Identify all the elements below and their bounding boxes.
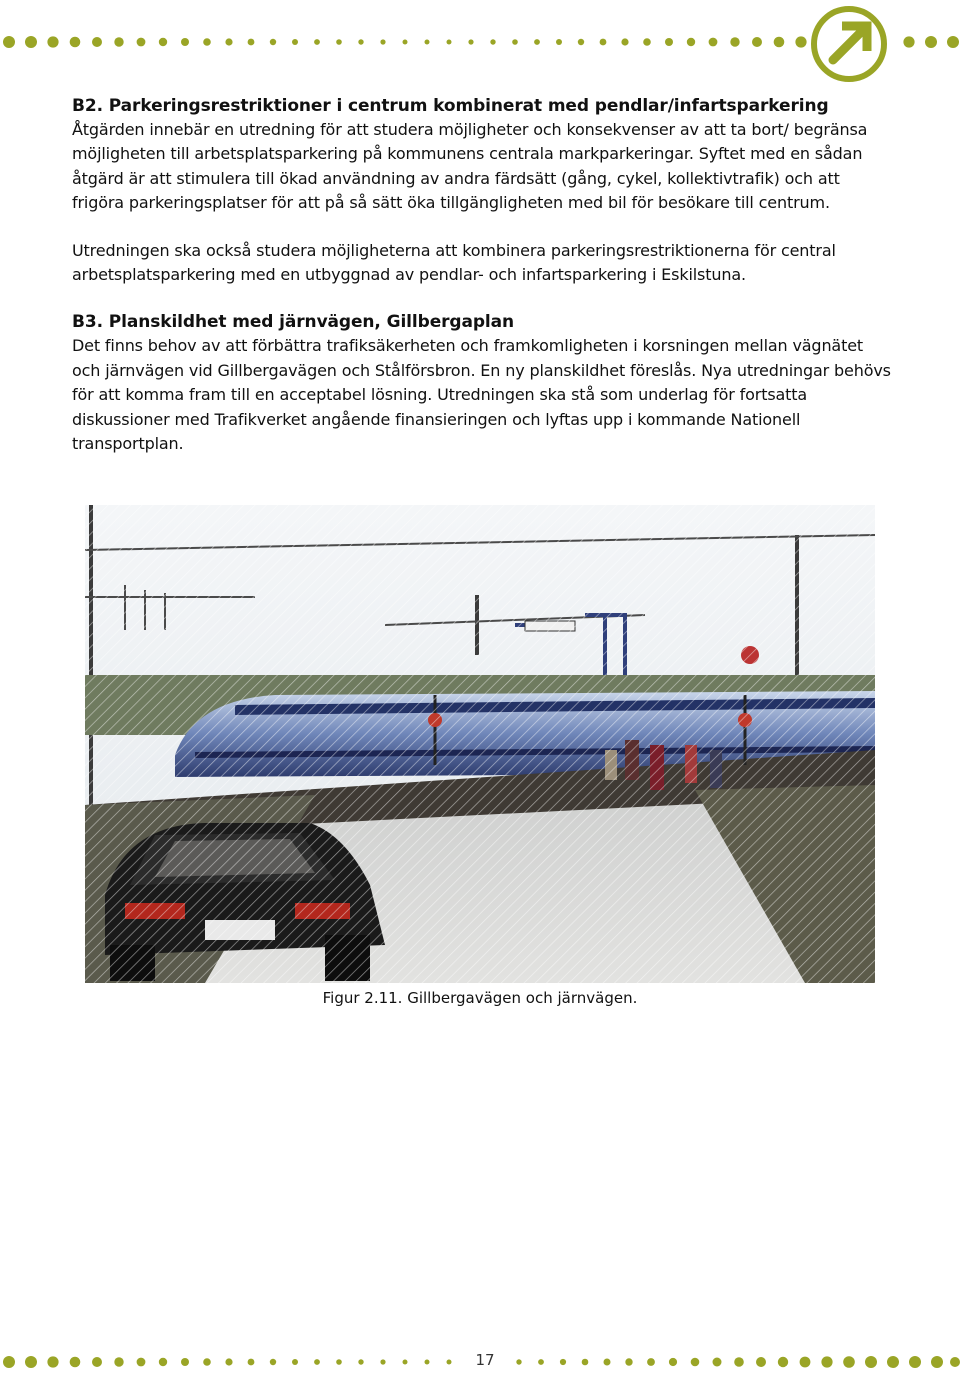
paragraph: Det finns behov av att förbättra trafiksäkerheten och framkomligheten i korsningen mellan vägnätet och järnvägen vid Gillbergavägen och Stålförsbron. En ny planskildhet föreslås. Nya utredningar behövs för att komma fram till en acceptabel lösning. Utredningen ska stå som underlag för fortsatta diskussioner med Trafikverket angående finansieringen och lyftas upp i kommande Nationell transportplan.	[72, 336, 891, 454]
page-number: 17	[475, 1351, 495, 1369]
main-text	[72, 94, 892, 456]
section-heading-b3: B3. Planskildhet med järnvägen, Gillbergaplan	[72, 312, 515, 333]
arrow-up-right-circle-icon	[809, 4, 889, 84]
paragraph: Åtgärden innebär en utredning för att studera möjligheter och konsekvenser av att ta bort/ begränsa möjligheten till arbetsplatsparkering på kommunens centrala markparkeringar. Syftet med en sådan åtgärd är att stimulera till ökad användning av andra färdsätt (gång, cykel, kollektivtrafik) och att frigöra parkeringsplatser för att på så sätt öka tillgängligheten med bil för besökare till centrum.	[72, 120, 868, 213]
paragraph: Utredningen ska också studera möjligheterna att kombinera parkeringsrestriktionerna för central arbetsplatsparkering med en utbyggnad av pendlar- och infartsparkering i Eskilstuna.	[72, 240, 836, 285]
railway-crossing-photo	[85, 505, 875, 983]
figure-caption: Figur 2.11. Gillbergavägen och järnvägen.	[322, 989, 638, 1007]
section-heading-b2: B2. Parkeringsrestriktioner i centrum kombinerat med pendlar/infartsparkering	[72, 96, 829, 116]
